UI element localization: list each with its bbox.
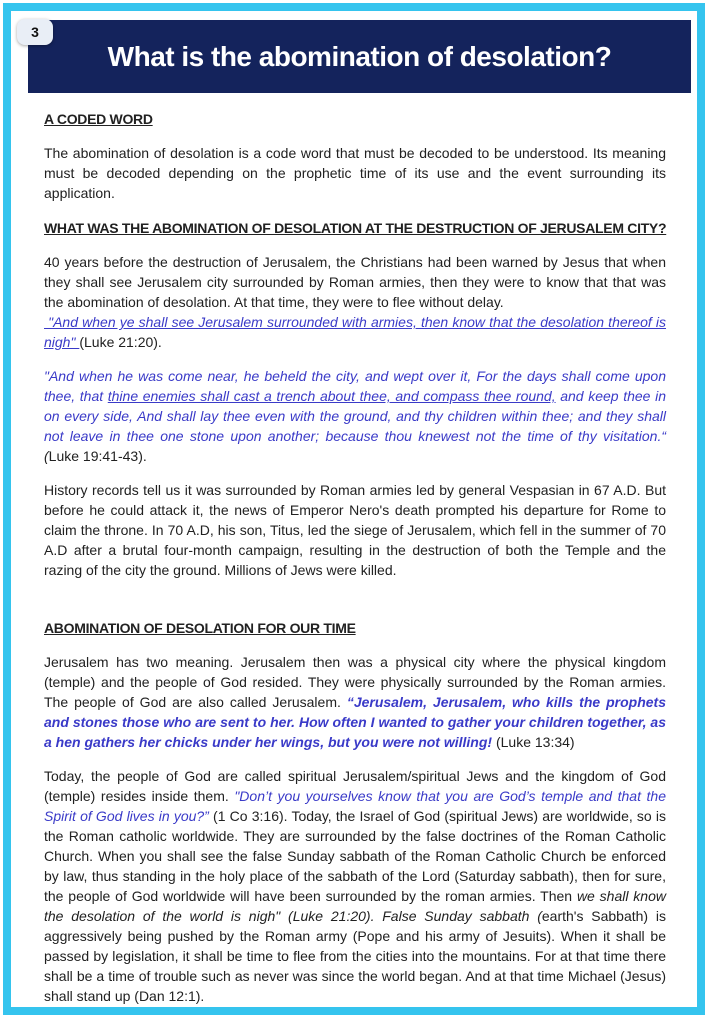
header-band	[28, 20, 691, 93]
text-segment: (Luke 21:20).	[79, 334, 162, 350]
section-heading: A CODED WORD	[44, 111, 153, 127]
page-title: What is the abomination of desolation?	[107, 40, 612, 72]
text-segment: "And when he was come near, he beheld the city, and wept over it, For the days shall come upon thee, that	[44, 368, 666, 404]
paragraph	[44, 312, 666, 352]
content-blocks	[11, 93, 697, 1006]
text-segment: Luke 19:41-43).	[48, 448, 147, 464]
text-segment: (	[44, 448, 49, 464]
paragraph	[44, 766, 666, 1006]
paragraph	[44, 480, 666, 580]
text-segment: we shall know the desolation of the world is nigh" (Luke 21:20). False Sunday sabbath (	[44, 888, 666, 924]
paragraph	[44, 252, 666, 312]
text-segment: The abomination of desolation is a code word that must be decoded to be understood. Its meaning must be decoded depending on the prophetic time of its use and the event surrounding its application.	[44, 145, 666, 201]
text-segment: History records tell us it was surrounded by Roman armies led by general Vespasian in 67 A.D. But before he could attack it, the news of Emperor Nero's death prompted his departure for Rome to claim the throne. In 70 A.D, his son, Titus, led the siege of Jerusalem, which fell in the summer of 70 A.D after a brutal four-month campaign, resulting in the destruction of both the Temple and the razing of the city the ground. Millions of Jews were killed.	[44, 482, 666, 578]
text-segment: and keep thee in on every side, And shall lay thee even with the ground, and thy children within thee; and they shall not leave in thee one stone upon another; because thou knewest not the time of thy visitation.“	[44, 388, 666, 444]
page-number: 3	[31, 24, 39, 40]
text-segment: (1 Co 3:16). Today, the Israel of God (spiritual Jews) are worldwide, so is the Roman catholic worldwide. They are surrounded by the false doctrines of the Roman Catholic Church. When you shall see the false Sunday sabbath of the Roman Catholic Church be enforced by law, thus standing in the holy place of the sabbath of the Lord (Saturday sabbath), then for sure, the people of God worldwide will have been surrounded by the roman armies. Then	[44, 808, 667, 904]
text-segment: 40 years before the destruction of Jerusalem, the Christians had been warned by Jesus that when they shall see Jerusalem city surrounded by Roman armies, then they were to know that that was the abomination of desolation. At that time, they were to flee without delay.	[44, 254, 666, 310]
section-heading: ABOMINATION OF DESOLATION FOR OUR TIME	[44, 620, 356, 636]
paragraph	[44, 366, 666, 466]
text-segment: Today, the people of God are called spiritual Jerusalem/spiritual Jews and the kingdom of God (temple) resides inside them.	[44, 768, 666, 804]
page-number-badge	[17, 19, 53, 45]
text-segment: “Jerusalem, Jerusalem, who kills the prophets and stones those who are sent to her. How often I wanted to gather your children together, as a hen gathers her chicks under her wings, but you were not willing!	[44, 694, 666, 750]
text-segment: "And when ye shall see Jerusalem surrounded with armies, then know that the desolation thereof is nigh"	[44, 314, 666, 350]
text-segment: Jerusalem has two meaning. Jerusalem then was a physical city where the physical kingdom (temple) and the people of God resided. They were physically surrounded by the Roman armies. The people of God are also called Jerusalem.	[44, 654, 666, 710]
paragraph	[44, 143, 666, 203]
paragraph	[44, 652, 666, 752]
text-segment: thine enemies shall cast a trench about thee, and compass thee round,	[107, 388, 556, 404]
text-segment: earth's Sabbath) is aggressively being pushed by the Roman army (Pope and his army of Jesuits). When it shall be passed by legislation, it shall be time to flee from the cities into the mountains. For at that time there shall be a time of trouble such as never was since the world began. And at that time Michael (Jesus) shall stand up (Dan 12:1).	[44, 908, 666, 1004]
section-heading: WHAT WAS THE ABOMINATION OF DESOLATION AT THE DESTRUCTION OF JERUSALEM CITY?	[44, 220, 667, 236]
text-segment: (Luke 13:34)	[492, 734, 575, 750]
text-segment: "Don’t you yourselves know that you are God’s temple and that the Spirit of God lives in you?”	[44, 788, 666, 824]
page-frame	[3, 3, 705, 1015]
